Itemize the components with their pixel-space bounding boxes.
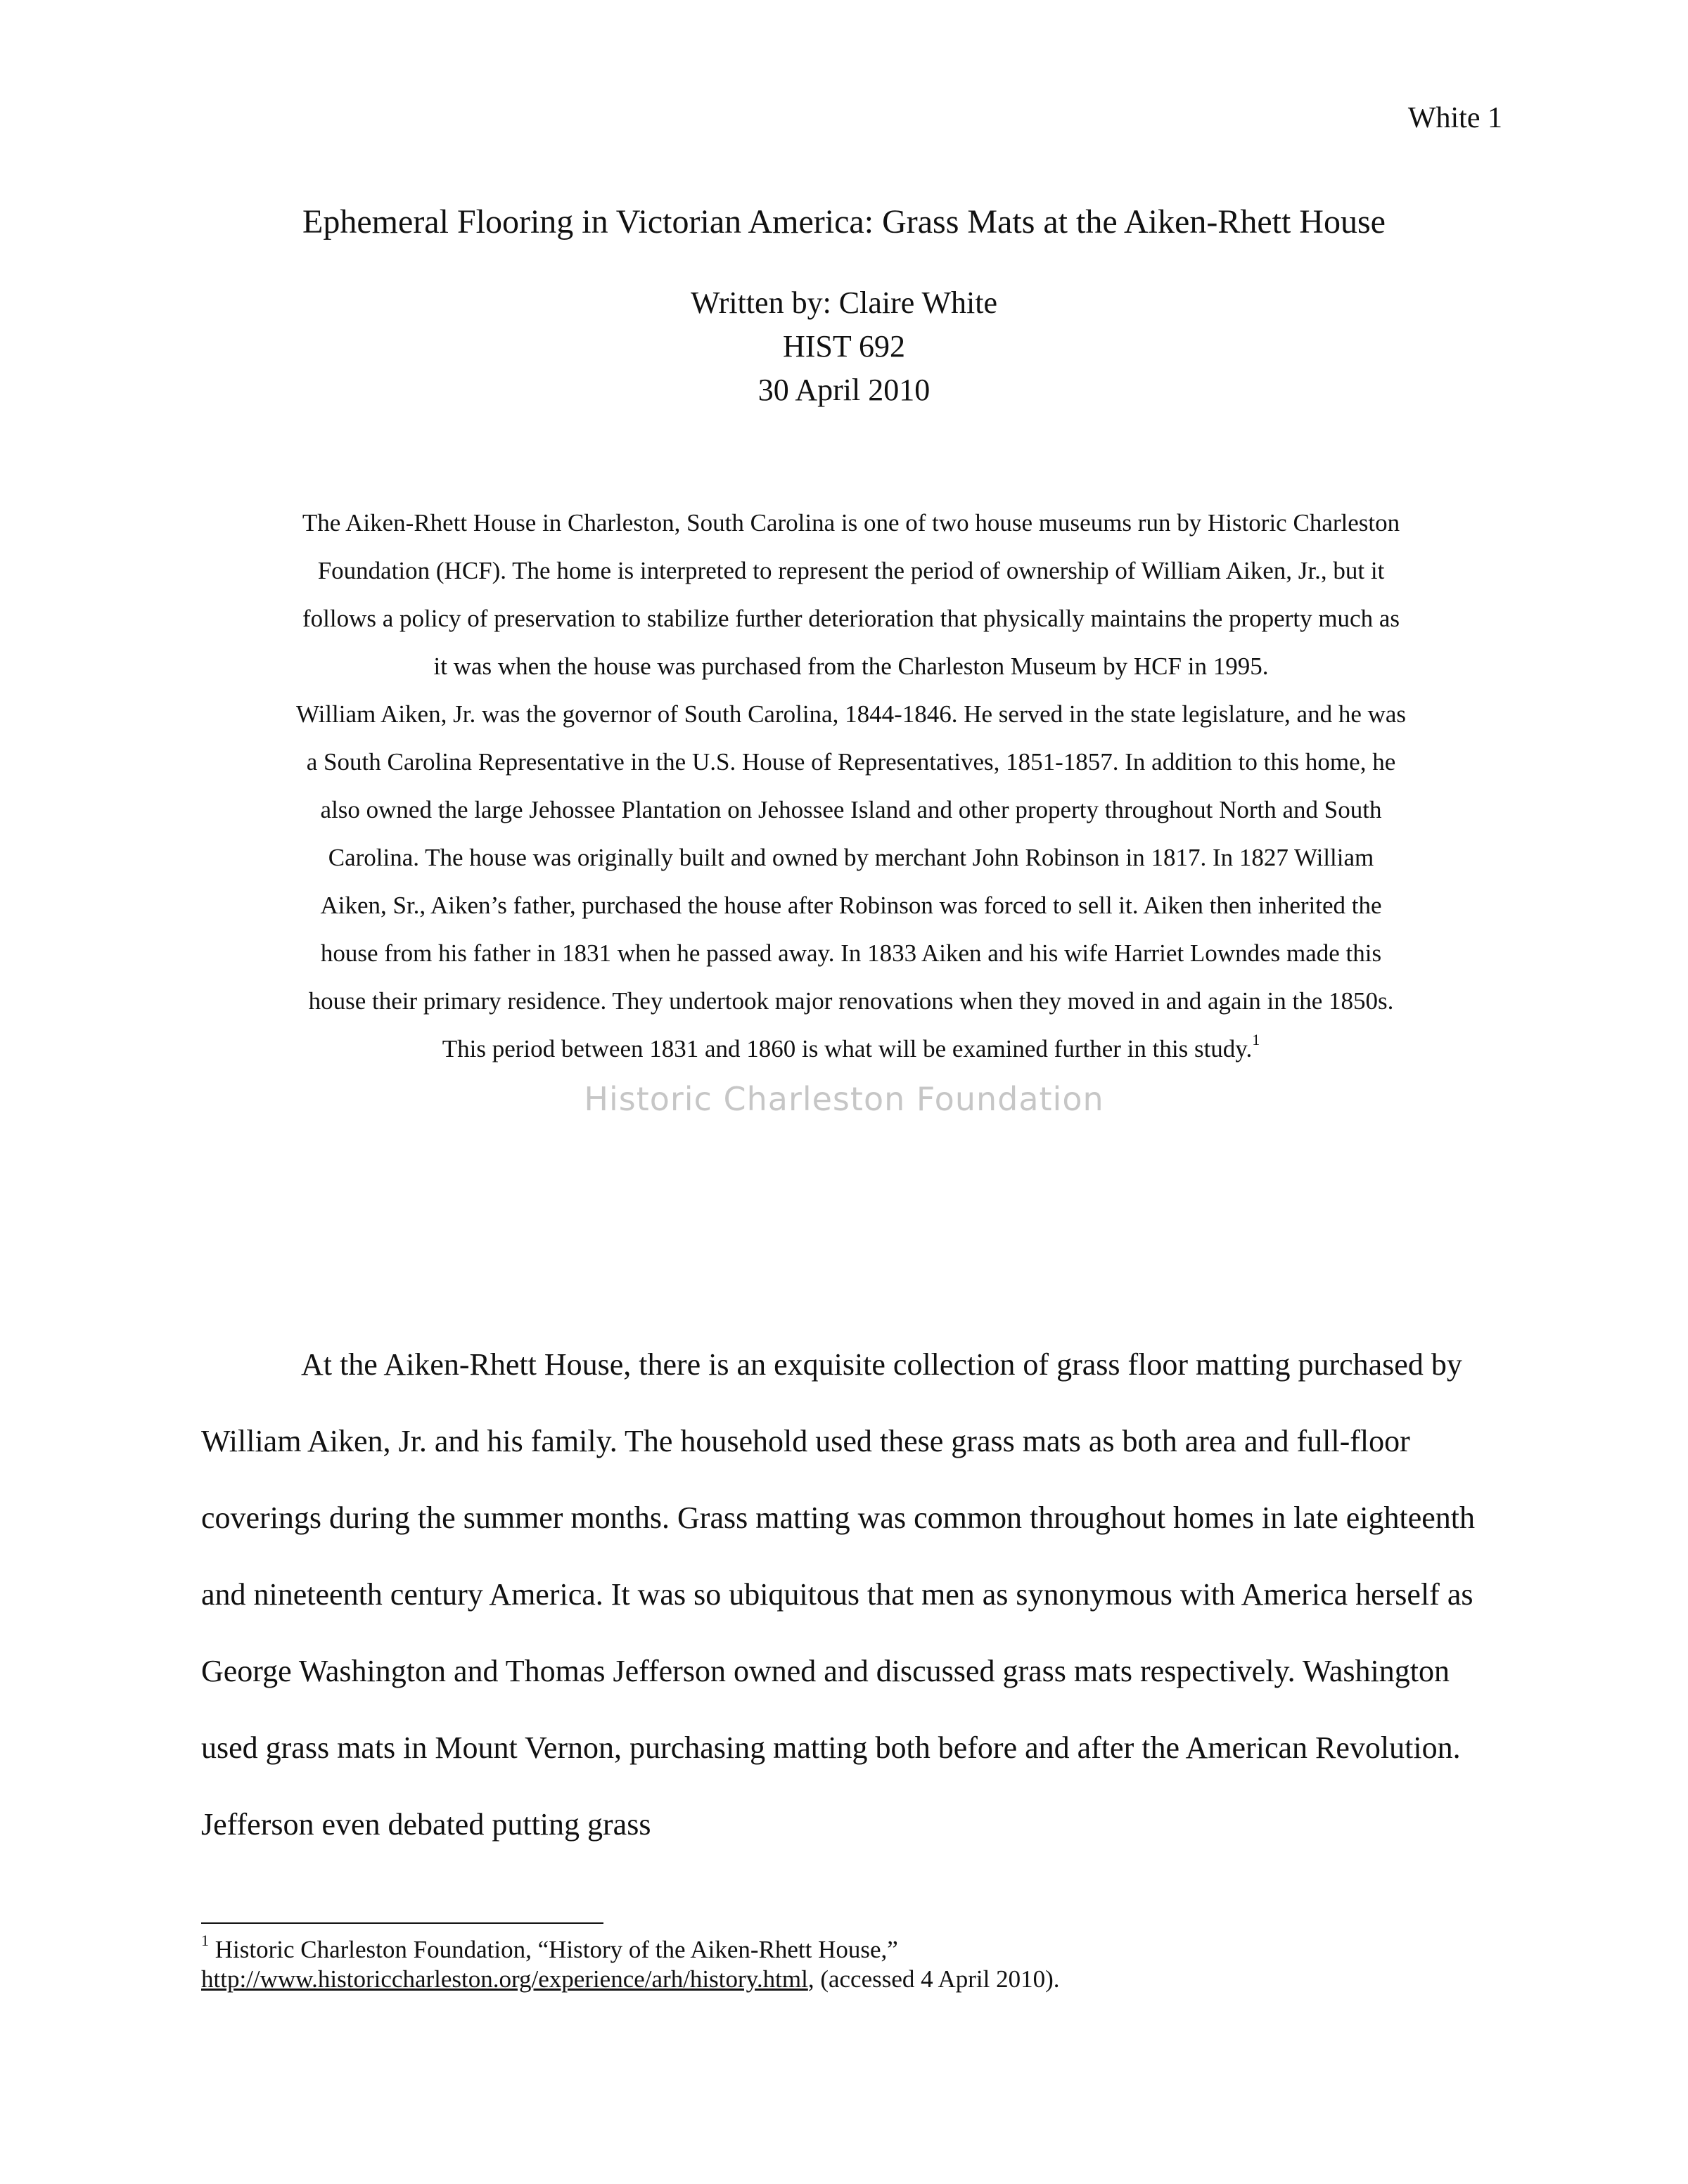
body-paragraph: At the Aiken-Rhett House, there is an exquisite collection of grass floor matting purchased by William Aiken, Jr. and his family. The household used these grass mats as both area and full-floor coverings during the summer months. Grass matting was common throughout homes in late eighteenth and nineteenth century America. It was so ubiquitous that men as synonymous with America herself as George Washington and Thomas Jefferson owned and discussed grass mats respectively. Washington used grass mats in Mount Vernon, purchasing matting both before and after the American Revolution. Jefferson even debated putting grass <box>201 1347 1476 1842</box>
footnote-divider <box>201 1922 603 1924</box>
page-title: Ephemeral Flooring in Victorian America: Grass Mats at the Aiken-Rhett House <box>302 203 1386 240</box>
abstract-paragraph-text: William Aiken, Jr. was the governor of South Carolina, 1844-1846. He served in the state legislature, and he was a South Carolina Representative in the U.S. House of Representatives, 1851-1857. In addition to this home, he also owned the large Jehossee Plantation on Jehossee Island and other property throughout North and South Carolina. The house was originally built and owned by merchant John Robinson in 1817. In 1827 William Aiken, Sr., Aiken’s father, purchased the house after Robinson was forced to sell it. Aiken then inherited the house from his father in 1831 when he passed away. In 1833 Aiken and his wife Harriet Lowndes made this house their primary residence. They undertook major renovations when they moved in and again in the 1850s. This period between 1831 and 1860 is what will be examined further in this study. <box>295 700 1407 1062</box>
abstract-paragraph: The Aiken-Rhett House in Charleston, South Carolina is one of two house museums run by Historic Charleston Foundation (HCF). The home is interpreted to represent the period of ownership of William Aiken, Jr., but it follows a policy of preservation to stabilize further deterioration that physically maintains the property much as it was when the house was purchased from the Charleston Museum by HCF in 1995. <box>302 509 1400 680</box>
footnote-suffix: , (accessed 4 April 2010). <box>807 1965 1060 1993</box>
footnote-number: 1 <box>201 1932 209 1950</box>
author-line: Written by: Claire White <box>690 285 998 320</box>
byline <box>0 281 1688 412</box>
footnote-text: Historic Charleston Foundation, “History of the Aiken-Rhett House,” <box>215 1936 898 1963</box>
date-line: 30 April 2010 <box>757 373 931 407</box>
footnote-reference[interactable]: 1 <box>1252 1031 1260 1049</box>
page-number: White 1 <box>1407 102 1502 134</box>
abstract <box>295 499 1407 1073</box>
footnote <box>201 1932 1502 1994</box>
body-text <box>201 1326 1502 1863</box>
abstract-paragraph <box>295 690 1407 1073</box>
watermark: Historic Charleston Foundation <box>584 1080 1104 1118</box>
footnote-link[interactable]: http://www.historiccharleston.org/experience/arh/history.html <box>201 1965 808 1993</box>
course-line: HIST 692 <box>783 329 905 364</box>
